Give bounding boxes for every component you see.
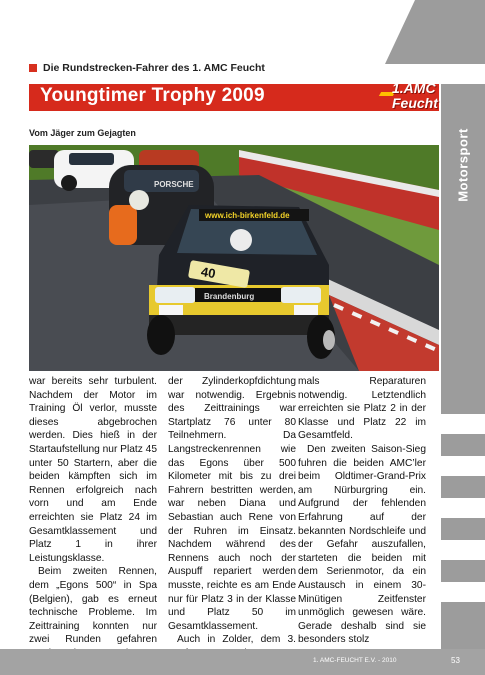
club-logo: [380, 78, 472, 118]
text-column-2: [168, 375, 296, 674]
svg-text:PORSCHE: PORSCHE: [154, 180, 194, 189]
paragraph: mals Reparaturen notwendig. Letztendlich erreichten sie Platz 2 in der Klasse und Platz 22 im Gesamtfeld.: [298, 376, 426, 442]
sidebar-stripe: [441, 582, 485, 602]
text-column-1: [29, 375, 157, 660]
page-footer: [0, 649, 485, 675]
car-number: 40: [199, 263, 217, 282]
title-bar: [29, 84, 439, 111]
red-square-icon: [29, 64, 37, 72]
paragraph: Den zweiten Saison-Sieg fuhren die beiden AMC’ler beim Oldtimer-Grand-Prix am Nürburgring ein. Aufgrund der fehlenden Erfahrung auf der bekannten Nordschleife und der Gefahr auszufallen, starteten die beiden mit dem Serienmotor, da ein Austausch in einem 30-Minütigen Zeitfenster unmöglich gewesen wäre. Gerade deshalb sind sie besonders stolz: [298, 443, 426, 646]
page-title: Youngtimer Trophy 2009: [40, 85, 265, 106]
article-subhead: Vom Jäger zum Gejagten: [29, 128, 136, 138]
sidebar-stripe: [441, 414, 485, 434]
page-number: 53: [451, 656, 460, 665]
race-photo-svg: [29, 145, 439, 371]
text-column-3: [298, 375, 426, 647]
logo-line2: Feucht: [392, 95, 438, 111]
logo-line1: 1.AMC: [392, 80, 436, 96]
paragraph: Auch in Zolder, dem 3.: [177, 634, 296, 646]
sidebar-stripe: [441, 540, 485, 560]
race-photo: [29, 145, 439, 371]
section-label: Motorsport: [455, 128, 471, 202]
paragraph: war bereits sehr turbulent. Nachdem der Motor im Training Öl verlor, musste dieses abgebrochen werden. Dies hieß in der Startaufstellung nur Platz 45 unter 50 Startern, aber die beiden kämpften sich im Rennen erfolgreich nach vorn und am Ende erreichten sie Platz 24 im Gesamtklassement und Platz 1 in ihrer Leistungsklasse.: [29, 376, 157, 564]
sidebar-stripe: [441, 456, 485, 476]
windshield-banner: www.ich-birkenfeld.de: [205, 211, 290, 220]
kicker-text: Die Rundstrecken-Fahrer des 1. AMC Feucht: [43, 62, 265, 74]
footer-publication: 1. AMC-FEUCHT E.V. - 2010: [313, 657, 397, 664]
kicker: [29, 61, 265, 75]
paragraph: Beim zweiten Rennen, dem „Egons 500“ in Spa (Belgien), gab es erneut technische Probleme. Im Zeittraining konnten nur zwei Runden gefahren: [29, 566, 157, 646]
grille-text: Brandenburg: [204, 292, 255, 301]
paragraph: der Zylinderkopfdichtung war notwendig. Ergebnis des Zeittrainings war Startplatz 76 unter 80 Teilnehmern. Da Langstreckenrennen wie das Egons über 500 Kilometer mit bis zu drei Fahrern bestritten werden, war neben Diana und Sebastian auch Rene von der Ruhren im Einsatz. Nachdem während des Rennens auch noch der Auspuff repariert werden musste, reichte es am Ende nur für Platz 3 in der Klasse und Platz 50 im Gesamtklassement.: [168, 376, 296, 632]
sidebar-stripe: [441, 498, 485, 518]
corner-decoration: [385, 0, 485, 64]
